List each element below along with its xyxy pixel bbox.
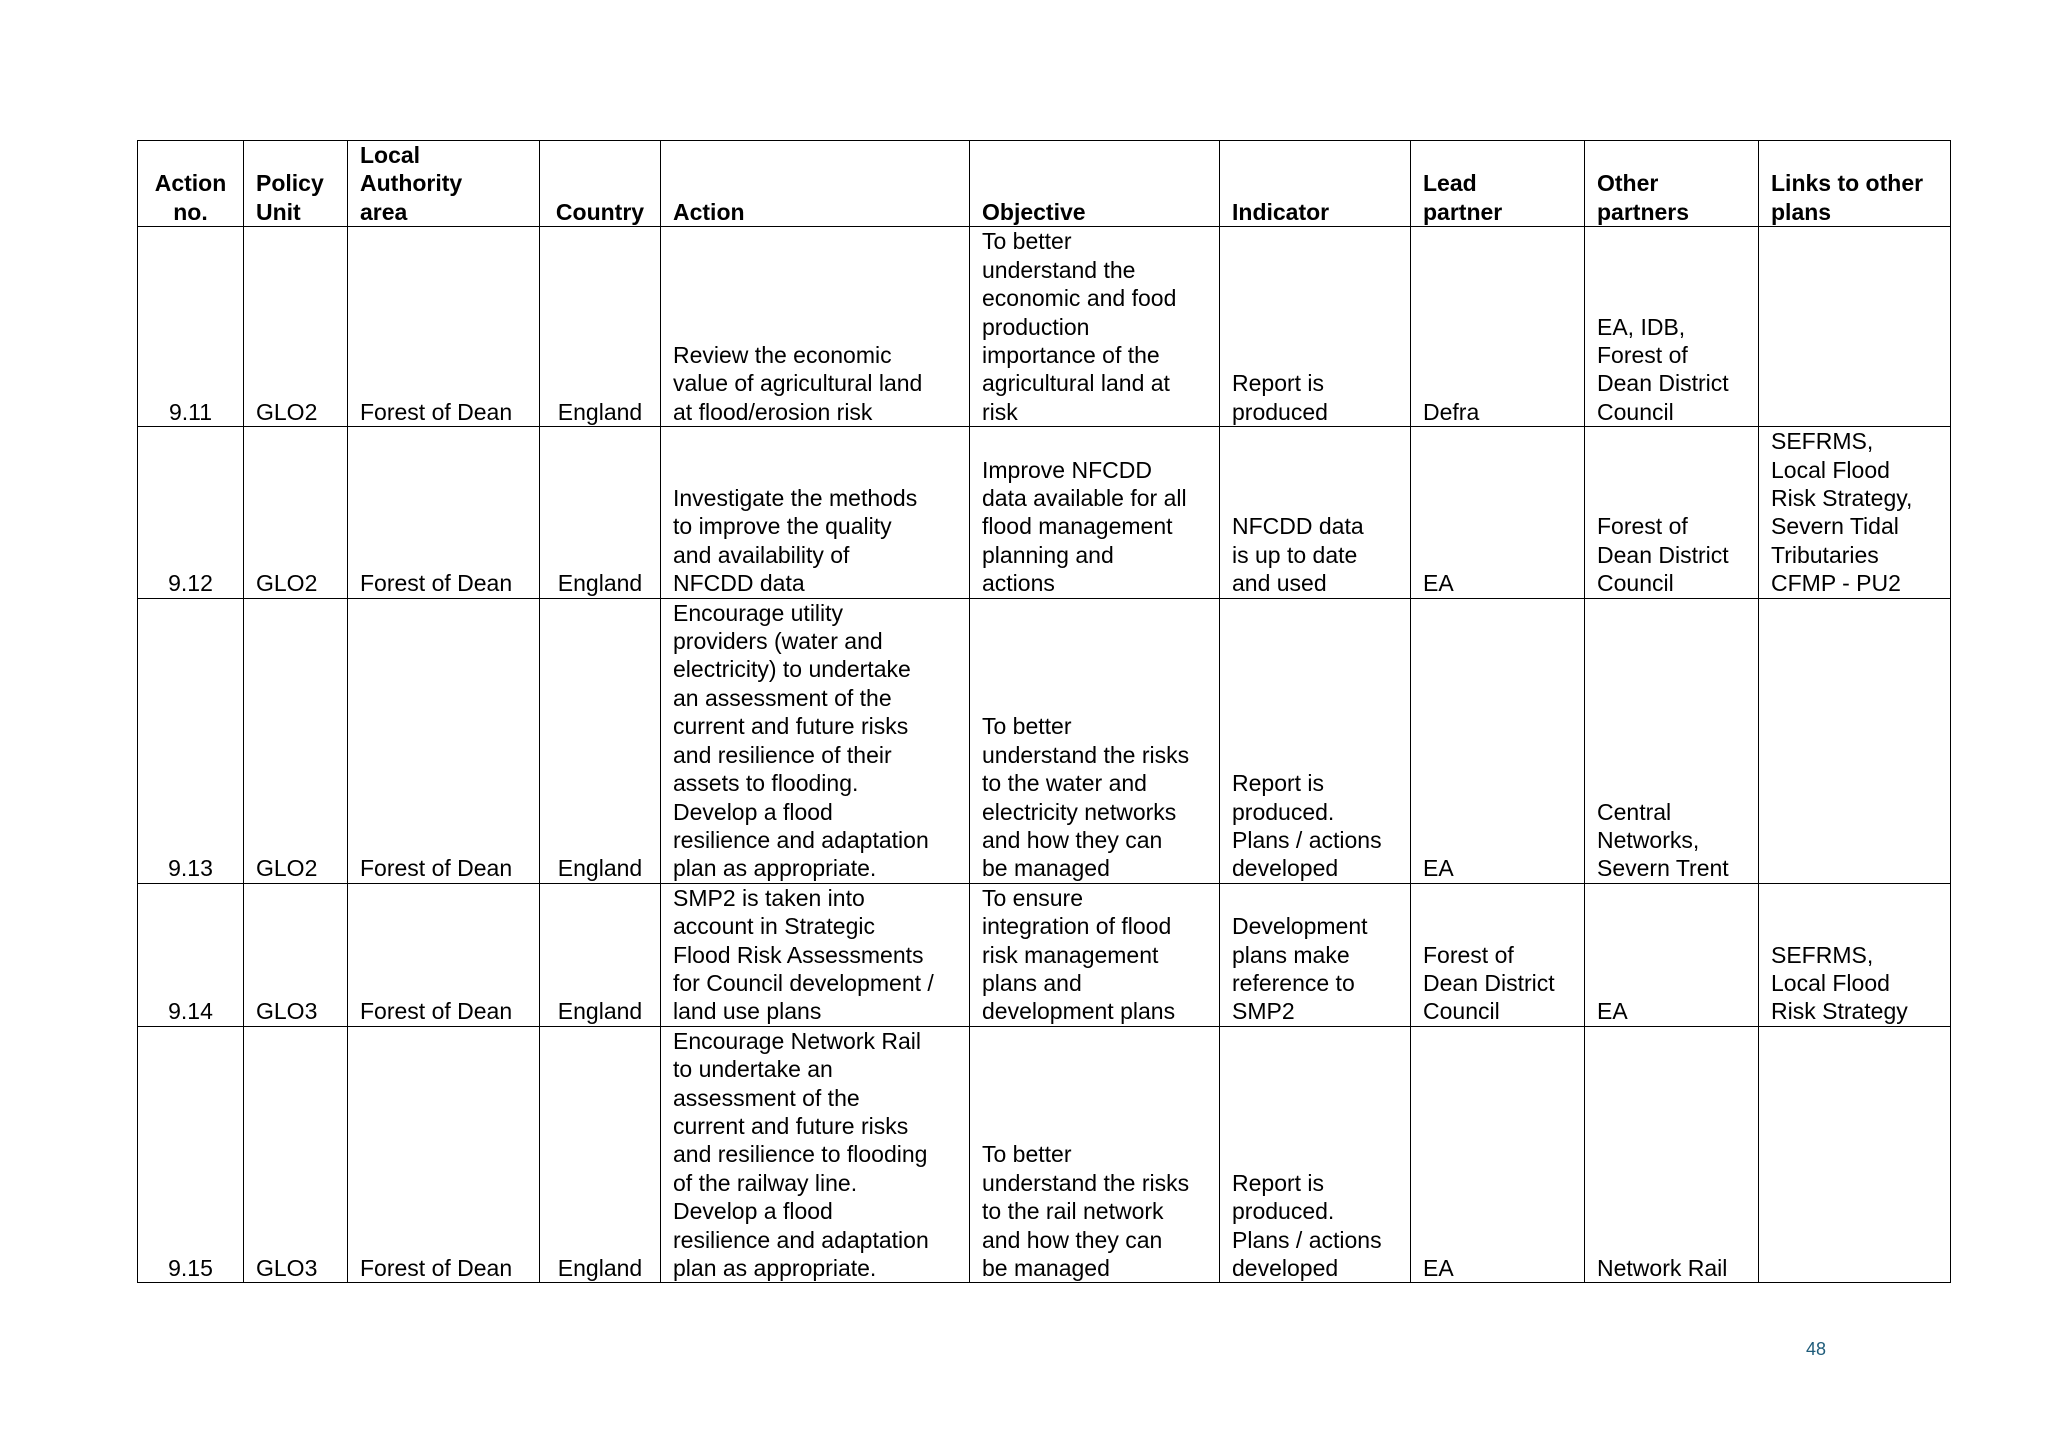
- header-objective: Objective: [970, 141, 1220, 227]
- cell-policy-unit: GLO2: [244, 598, 348, 883]
- header-other-partners: Other partners: [1585, 141, 1759, 227]
- cell-action: Review the economic value of agricultural land at flood/erosion risk: [661, 227, 970, 427]
- cell-other-partners: Forest of Dean District Council: [1585, 427, 1759, 598]
- page-number: 48: [1806, 1339, 1827, 1359]
- cell-indicator: Report is produced: [1220, 227, 1411, 427]
- table-row: [138, 883, 1951, 1026]
- cell-objective: To better understand the risks to the rail network and how they can be managed: [970, 1026, 1220, 1283]
- cell-other-partners: Network Rail: [1585, 1026, 1759, 1283]
- header-lead-partner: Lead partner: [1411, 141, 1585, 227]
- cell-action: Encourage Network Rail to undertake an assessment of the current and future risks and resilience to flooding of the railway line. Develop a flood resilience and adaptation plan as appropriate.: [661, 1026, 970, 1283]
- cell-lead-partner: Forest of Dean District Council: [1411, 883, 1585, 1026]
- cell-lead-partner: EA: [1411, 598, 1585, 883]
- cell-local-authority: Forest of Dean: [348, 227, 540, 427]
- cell-action-no: 9.12: [138, 427, 244, 598]
- cell-local-authority: Forest of Dean: [348, 1026, 540, 1283]
- table-row: [138, 227, 1951, 427]
- cell-lead-partner: Defra: [1411, 227, 1585, 427]
- table-row: [138, 598, 1951, 883]
- cell-action: Encourage utility providers (water and electricity) to undertake an assessment of the current and future risks and resilience of their assets to flooding. Develop a flood resilience and adaptation plan as appropriate.: [661, 598, 970, 883]
- header-row: [138, 141, 1951, 227]
- cell-local-authority: Forest of Dean: [348, 427, 540, 598]
- table-row: [138, 1026, 1951, 1283]
- cell-policy-unit: GLO2: [244, 427, 348, 598]
- cell-action-no: 9.14: [138, 883, 244, 1026]
- cell-indicator: Report is produced. Plans / actions developed: [1220, 1026, 1411, 1283]
- header-links: Links to other plans: [1759, 141, 1951, 227]
- cell-indicator: NFCDD data is up to date and used: [1220, 427, 1411, 598]
- cell-objective: To ensure integration of flood risk management plans and development plans: [970, 883, 1220, 1026]
- header-country: Country: [540, 141, 661, 227]
- header-policy-unit: Policy Unit: [244, 141, 348, 227]
- cell-action: Investigate the methods to improve the quality and availability of NFCDD data: [661, 427, 970, 598]
- cell-links: SEFRMS, Local Flood Risk Strategy, Severn Tidal Tributaries CFMP - PU2: [1759, 427, 1951, 598]
- table-row: [138, 427, 1951, 598]
- cell-objective: Improve NFCDD data available for all flood management planning and actions: [970, 427, 1220, 598]
- header-local-authority: Local Authority area: [348, 141, 540, 227]
- cell-indicator: Development plans make reference to SMP2: [1220, 883, 1411, 1026]
- cell-links: [1759, 1026, 1951, 1283]
- cell-policy-unit: GLO3: [244, 1026, 348, 1283]
- cell-country: England: [540, 427, 661, 598]
- cell-local-authority: Forest of Dean: [348, 598, 540, 883]
- cell-links: [1759, 227, 1951, 427]
- cell-local-authority: Forest of Dean: [348, 883, 540, 1026]
- cell-country: England: [540, 1026, 661, 1283]
- cell-country: England: [540, 598, 661, 883]
- cell-policy-unit: GLO2: [244, 227, 348, 427]
- cell-action: SMP2 is taken into account in Strategic Flood Risk Assessments for Council development / land use plans: [661, 883, 970, 1026]
- cell-lead-partner: EA: [1411, 427, 1585, 598]
- cell-action-no: 9.11: [138, 227, 244, 427]
- cell-other-partners: Central Networks, Severn Trent: [1585, 598, 1759, 883]
- header-indicator: Indicator: [1220, 141, 1411, 227]
- cell-country: England: [540, 227, 661, 427]
- header-action: Action: [661, 141, 970, 227]
- cell-links: [1759, 598, 1951, 883]
- cell-indicator: Report is produced. Plans / actions developed: [1220, 598, 1411, 883]
- cell-other-partners: EA, IDB, Forest of Dean District Council: [1585, 227, 1759, 427]
- cell-action-no: 9.15: [138, 1026, 244, 1283]
- cell-action-no: 9.13: [138, 598, 244, 883]
- cell-links: SEFRMS, Local Flood Risk Strategy: [1759, 883, 1951, 1026]
- cell-objective: To better understand the risks to the water and electricity networks and how they can be managed: [970, 598, 1220, 883]
- cell-other-partners: EA: [1585, 883, 1759, 1026]
- cell-policy-unit: GLO3: [244, 883, 348, 1026]
- cell-lead-partner: EA: [1411, 1026, 1585, 1283]
- cell-country: England: [540, 883, 661, 1026]
- cell-objective: To better understand the economic and food production importance of the agricultural land at risk: [970, 227, 1220, 427]
- action-plan-table: [137, 140, 1951, 1283]
- header-action-no: Action no.: [138, 141, 244, 227]
